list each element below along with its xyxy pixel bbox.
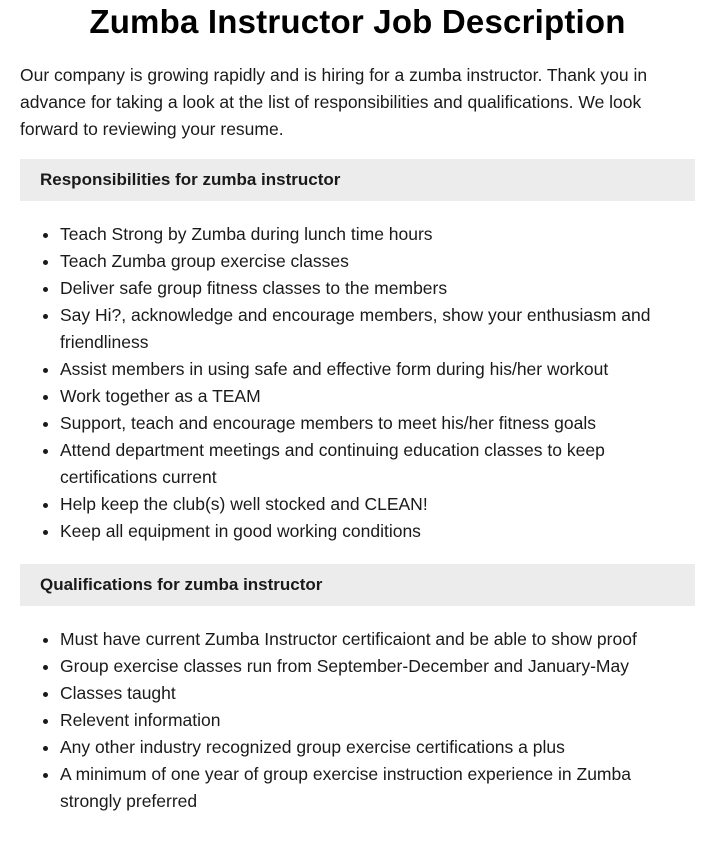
intro-paragraph: Our company is growing rapidly and is hiring for a zumba instructor. Thank you in advance for taking a look at the list of responsibilities and qualifications. We look forward to reviewing your resume. bbox=[20, 65, 648, 139]
list-item: • Help keep the club(s) well stocked and CLEAN! bbox=[60, 491, 695, 518]
list-item: • Deliver safe group fitness classes to the members bbox=[60, 275, 695, 302]
list-item: • Assist members in using safe and effective form during his/her workout bbox=[60, 356, 695, 383]
list-item: • Attend department meetings and continuing education classes to keep certifications current bbox=[60, 437, 695, 491]
list-item: • Say Hi?, acknowledge and encourage members, show your enthusiasm and friendliness bbox=[60, 302, 695, 356]
list-item: • Support, teach and encourage members to meet his/her fitness goals bbox=[60, 410, 695, 437]
list-item: • Must have current Zumba Instructor certificaiont and be able to show proof bbox=[60, 626, 695, 653]
page-title: Zumba Instructor Job Description bbox=[89, 3, 626, 40]
list-item: • Teach Zumba group exercise classes bbox=[60, 248, 695, 275]
list-item: • A minimum of one year of group exercise instruction experience in Zumba strongly preferred bbox=[60, 761, 695, 815]
list-item: • Group exercise classes run from September-December and January-May bbox=[60, 653, 695, 680]
list-item: • Relevent information bbox=[60, 707, 695, 734]
list-item: • Work together as a TEAM bbox=[60, 383, 695, 410]
responsibilities-list bbox=[20, 221, 695, 545]
list-item: • Keep all equipment in good working conditions bbox=[60, 518, 695, 545]
qualifications-heading: Qualifications for zumba instructor bbox=[20, 564, 695, 606]
qualifications-list bbox=[20, 626, 695, 815]
responsibilities-heading: Responsibilities for zumba instructor bbox=[20, 159, 695, 201]
list-item: • Classes taught bbox=[60, 680, 695, 707]
list-item: • Any other industry recognized group exercise certifications a plus bbox=[60, 734, 695, 761]
list-item: • Teach Strong by Zumba during lunch time hours bbox=[60, 221, 695, 248]
